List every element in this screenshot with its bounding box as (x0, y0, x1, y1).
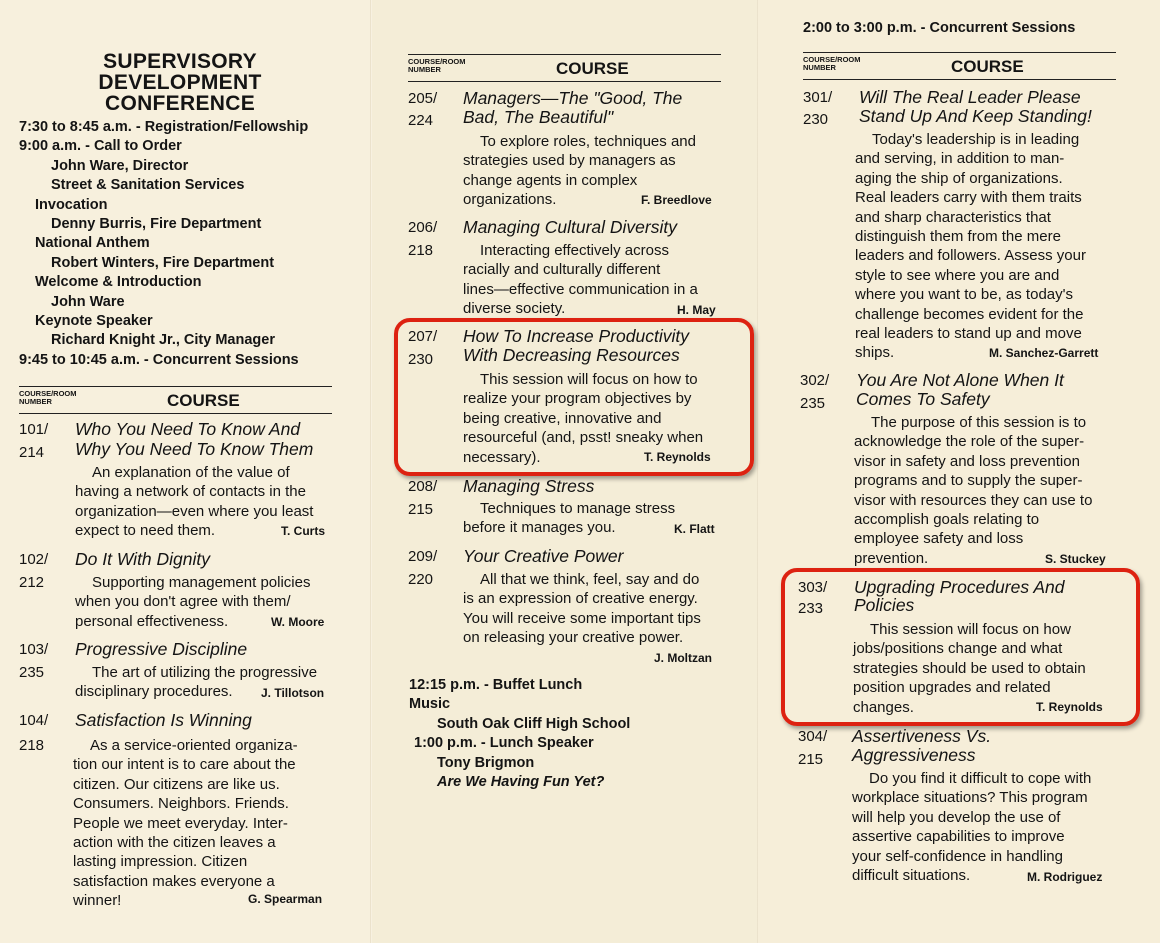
speaker-name: J. Moltzan (654, 651, 713, 665)
schedule-line: Street & Sanitation Services (51, 177, 245, 194)
desc-line: Real leaders carry with them traits (855, 189, 1082, 207)
desc-line: before it manages you. (463, 519, 616, 537)
speaker-name: T. Reynolds (1036, 700, 1103, 714)
afternoon-heading: 2:00 to 3:00 p.m. - Concurrent Sessions (803, 20, 1076, 36)
desc-line: leaders and followers. Assess your (855, 247, 1086, 265)
session-title: Do It With Dignity (75, 549, 211, 569)
schedule-line: Are We Having Fun Yet? (437, 773, 605, 790)
room-number: 220 (408, 571, 434, 588)
desc-line: disciplinary procedures. (75, 683, 233, 701)
title-line: SUPERVISORY (103, 50, 257, 73)
session-title: Policies (854, 595, 915, 615)
session-number: 101/ (19, 421, 49, 438)
speaker-name: J. Tillotson (261, 686, 325, 700)
lunch-schedule (409, 676, 630, 792)
header-label-line: COURSE/ROOM (408, 57, 466, 66)
desc-line: winner! (73, 892, 122, 910)
session-title: Progressive Discipline (75, 639, 248, 659)
room-number: 212 (19, 574, 45, 591)
session-title: With Decreasing Resources (463, 345, 680, 365)
session-number: 207/ (408, 328, 438, 345)
desc-line: employee safety and loss (854, 530, 1024, 548)
desc-line: racially and culturally different (463, 261, 661, 279)
desc-line: This session will focus on how to (480, 371, 698, 388)
desc-line: is an expression of creative energy. (463, 590, 698, 608)
session-title: Who You Need To Know And (75, 419, 301, 439)
desc-line: diverse society. (463, 300, 566, 318)
room-number: 215 (798, 751, 824, 768)
course-table-header (408, 54, 721, 82)
desc-line: strategies used by managers as (463, 152, 676, 170)
schedule-line: Richard Knight Jr., City Manager (51, 332, 275, 349)
header-label-line: COURSE/ROOM (19, 389, 77, 398)
desc-line: As a service-oriented organiza- (90, 737, 298, 754)
session-number: 206/ (408, 219, 438, 236)
speaker-name: T. Curts (281, 524, 326, 538)
desc-line: expect to need them. (75, 522, 216, 540)
speaker-name: T. Reynolds (644, 450, 711, 464)
session-number: 104/ (19, 712, 49, 729)
desc-line: acknowledge the role of the super- (854, 433, 1085, 451)
desc-line: Do you find it difficult to cope with (869, 770, 1092, 787)
morning-schedule (19, 118, 308, 370)
desc-line: difficult situations. (852, 867, 971, 885)
speaker-name: F. Breedlove (641, 193, 712, 207)
session-title: How To Increase Productivity (463, 326, 689, 346)
conference-title (20, 51, 340, 114)
schedule-line: Tony Brigmon (437, 754, 535, 771)
session-title: Managers—The "Good, The (463, 88, 683, 108)
session-title: Comes To Safety (856, 389, 990, 409)
speaker-name: M. Sanchez-Garrett (989, 346, 1099, 360)
room-number: 215 (408, 501, 434, 518)
session-title: Managing Cultural Diversity (463, 217, 677, 237)
desc-line: being creative, innovative and (463, 409, 662, 427)
desc-line: Today's leadership is in leading (872, 131, 1080, 148)
session-description (855, 130, 1140, 363)
left-panel (0, 0, 372, 943)
session-description (463, 570, 748, 648)
schedule-line (409, 695, 630, 714)
header-label-line: NUMBER (19, 397, 52, 406)
header-label-line: NUMBER (803, 63, 836, 72)
room-number: 233 (798, 600, 824, 617)
session-title: Your Creative Power (463, 546, 624, 566)
desc-line: challenge becomes evident for the (855, 305, 1084, 323)
desc-line: To explore roles, techniques and (480, 133, 696, 150)
desc-line: The art of utilizing the progressive (92, 664, 318, 681)
course-table-header (19, 386, 332, 414)
desc-line: lines—effective communication in a (463, 280, 698, 298)
speaker-name: S. Stuckey (1045, 552, 1106, 566)
desc-line: change agents in complex (463, 171, 638, 189)
desc-line: You will receive some important tips (463, 609, 701, 627)
speaker-name: M. Rodriguez (1027, 870, 1103, 884)
speaker-name: G. Spearman (248, 892, 323, 906)
speaker-name: K. Flatt (674, 522, 715, 536)
header-label-line: COURSE/ROOM (803, 55, 861, 64)
desc-line: personal effectiveness. (75, 612, 229, 630)
speaker-name: W. Moore (271, 615, 325, 629)
session-title: Bad, The Beautiful" (463, 107, 614, 127)
desc-line: distinguish them from the mere (855, 228, 1061, 246)
desc-line: prevention. (854, 549, 929, 567)
desc-line: visor in safety and loss prevention (854, 452, 1080, 470)
session-number: 102/ (19, 551, 49, 568)
schedule-line: 7:30 to 8:45 a.m. - Registration/Fellowship (19, 119, 309, 135)
session-title: Why You Need To Know Them (75, 439, 314, 459)
session-title: Aggressiveness (852, 745, 976, 765)
title-line: DEVELOPMENT (98, 71, 262, 94)
desc-line: your self-confidence in handling (852, 847, 1063, 865)
desc-line: changes. (853, 698, 914, 716)
header-label-line: NUMBER (408, 65, 441, 74)
desc-line: and serving, in addition to man- (855, 150, 1065, 168)
highlight-box-303 (781, 568, 1140, 726)
desc-line: assertive capabilities to improve (852, 828, 1065, 846)
desc-line: will help you develop the use of (852, 808, 1061, 826)
room-number: 235 (19, 664, 45, 681)
session-title: Stand Up And Keep Standing! (859, 106, 1092, 126)
course-room-label (803, 56, 861, 72)
session-number: 304/ (798, 728, 828, 745)
session-title: Assertiveness Vs. (852, 726, 992, 746)
schedule-line: John Ware, Director (51, 157, 189, 174)
desc-line: where you want to be, as today's (855, 286, 1073, 304)
schedule-line: John Ware (51, 293, 125, 310)
session-description (852, 769, 1142, 885)
room-number: 230 (408, 351, 434, 368)
desc-line: resourceful (and, psst! sneaky when (463, 429, 704, 447)
schedule-line: South Oak Cliff High School (437, 715, 631, 732)
schedule-line: 12:15 p.m. - Buffet Lunch (409, 677, 583, 693)
schedule-line: 9:45 to 10:45 a.m. - Concurrent Sessions (19, 351, 299, 368)
session-number: 303/ (798, 579, 828, 596)
desc-line: necessary). (463, 448, 541, 466)
session-number: 103/ (19, 641, 49, 658)
desc-line: and sharp characteristics that (855, 208, 1051, 226)
desc-line: organizations. (463, 191, 557, 209)
schedule-line: Robert Winters, Fire Department (51, 254, 275, 271)
session-title: You Are Not Alone When It (856, 370, 1064, 390)
session-title: Will The Real Leader Please (859, 87, 1081, 107)
room-number: 214 (19, 444, 45, 461)
course-room-label (408, 58, 466, 74)
desc-line: position upgrades and related (853, 679, 1051, 697)
desc-line: real leaders to stand up and move (855, 325, 1082, 343)
session-description (854, 413, 1144, 568)
course-column-label: COURSE (167, 391, 240, 410)
schedule-line: Keynote Speaker (35, 312, 153, 329)
desc-line: visor with resources they can use to (854, 491, 1093, 509)
desc-line: organization—even where you least (75, 502, 314, 520)
session-title: Managing Stress (463, 476, 595, 496)
desc-line: Consumers. Neighbors. Friends. (73, 795, 289, 813)
desc-line: Supporting management policies (92, 574, 311, 591)
desc-line: strategies should be used to obtain (853, 659, 1086, 677)
schedule-line: Invocation (35, 196, 108, 213)
schedule-line: 1:00 p.m. - Lunch Speaker (414, 735, 594, 752)
session-number: 209/ (408, 548, 438, 565)
desc-line: jobs/positions change and what (853, 640, 1063, 658)
desc-line: citizen. Our citizens are like us. (73, 775, 280, 793)
desc-line: Techniques to manage stress (480, 500, 676, 517)
course-column-label: COURSE (951, 57, 1024, 76)
desc-line: satisfaction makes everyone a (73, 872, 275, 890)
desc-line: lasting impression. Citizen (73, 853, 248, 871)
desc-line: This session will focus on how (870, 621, 1071, 638)
schedule-line: Denny Burris, Fire Department (51, 215, 262, 232)
room-number: 230 (803, 111, 829, 128)
desc-line: workplace situations? This program (852, 789, 1088, 807)
session-title: Satisfaction Is Winning (75, 710, 252, 730)
desc-line: on releasing your creative power. (463, 629, 684, 647)
session-number: 301/ (803, 89, 833, 106)
highlight-box-207 (394, 318, 754, 476)
desc-line: realize your program objectives by (463, 390, 692, 408)
speaker-name: H. May (677, 303, 716, 317)
course-column-label: COURSE (556, 59, 629, 78)
desc-line: when you don't agree with them/ (75, 593, 291, 611)
session-number: 302/ (800, 372, 830, 389)
schedule-text: Music (409, 696, 451, 713)
room-number: 224 (408, 112, 434, 129)
session-number: 208/ (408, 478, 438, 495)
room-number: 235 (800, 395, 826, 412)
schedule-line: Welcome & Introduction (35, 274, 202, 291)
room-number: 218 (408, 242, 434, 259)
desc-line: programs and to supply the super- (854, 472, 1083, 490)
desc-line: style to see where you are and (855, 266, 1060, 284)
desc-line: accomplish goals relating to (854, 511, 1040, 529)
title-line: CONFERENCE (104, 92, 255, 115)
schedule-line: 9:00 a.m. - Call to Order (19, 138, 182, 155)
course-room-label (19, 390, 77, 406)
desc-line: tion our intent is to care about the (73, 756, 296, 774)
session-number: 205/ (408, 90, 438, 107)
desc-line: All that we think, feel, say and do (480, 571, 700, 588)
desc-line: having a network of contacts in the (75, 483, 306, 501)
desc-line: The purpose of this session is to (871, 414, 1087, 431)
right-panel (758, 0, 1160, 943)
desc-line: aging the ship of organizations. (855, 169, 1063, 187)
session-description (73, 736, 343, 911)
course-table-header (803, 52, 1116, 80)
room-number: 218 (19, 737, 45, 754)
desc-line: Interacting effectively across (480, 242, 669, 259)
desc-line: People we meet everyday. Inter- (73, 814, 288, 832)
desc-line: action with the citizen leaves a (73, 834, 276, 852)
desc-line: An explanation of the value of (92, 464, 290, 481)
desc-line: ships. (855, 344, 895, 362)
schedule-line: National Anthem (35, 235, 150, 252)
session-title: Upgrading Procedures And (854, 577, 1065, 597)
